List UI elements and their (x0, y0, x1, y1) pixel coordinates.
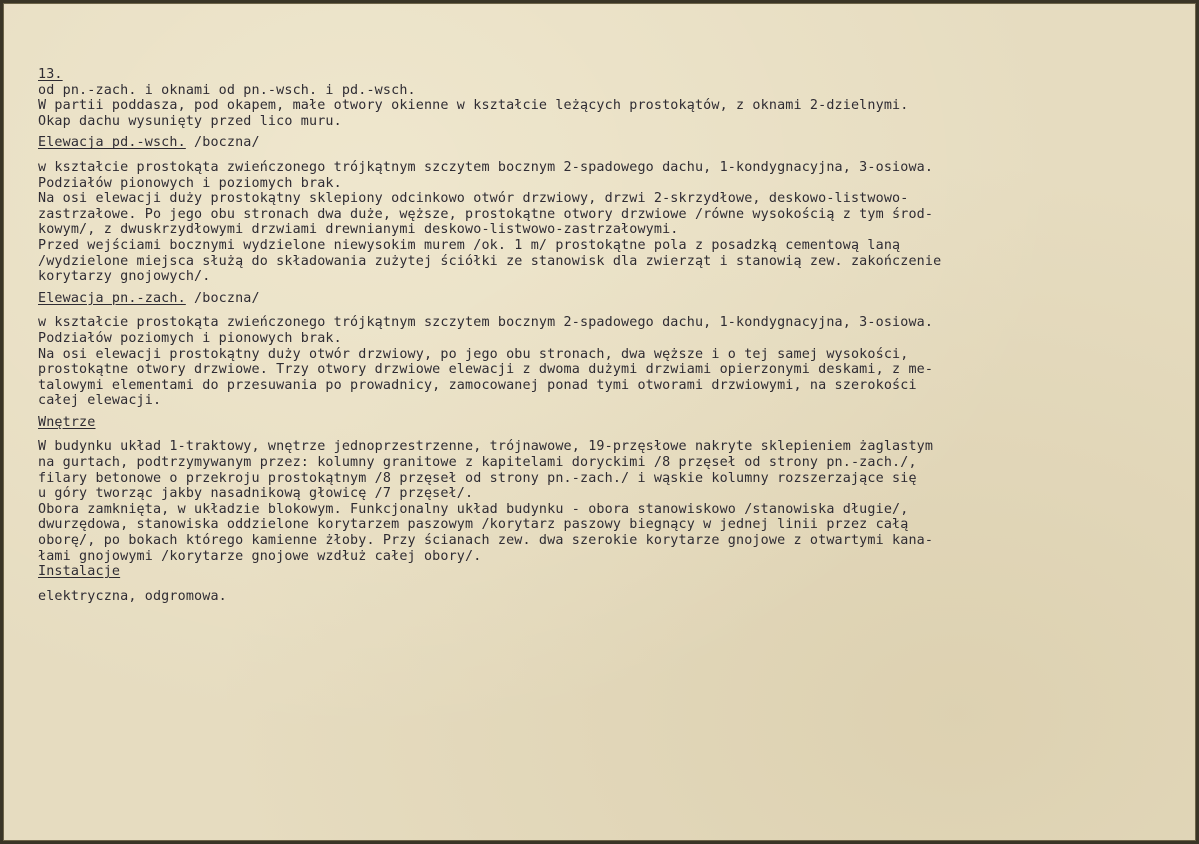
text-line: Obora zamknięta, w układzie blokowym. Funkcjonalny układ budynku - obora stanowiskowo /stanowiska długie/, (38, 501, 909, 517)
section-heading-interior: Wnętrze (38, 414, 96, 430)
text-line: Podziałów poziomych i pionowych brak. (38, 330, 342, 346)
text-line: Przed wejściami bocznymi wydzielone niewysokim murem /ok. 1 m/ prostokątne pola z posadzką cementową laną (38, 237, 901, 253)
page-number: 13. (38, 67, 63, 82)
section-heading-elevation-se: Elewacja pd.-wsch. /boczna/ (38, 135, 260, 151)
text-line: od pn.-zach. i oknami od pn.-wsch. i pd.-wsch. (38, 82, 416, 98)
text-line: kowym/, z dwuskrzydłowymi drzwiami drewnianymi deskowo-listwowo-zastrzałowymi. (38, 222, 679, 238)
text-line: korytarzy gnojowych/. (38, 269, 211, 285)
text-line: elektryczna, odgromowa. (38, 588, 227, 604)
text-line: w kształcie prostokąta zwieńczonego trójkątnym szczytem bocznym 2-spadowego dachu, 1-kondygnacyjna, 3-osiowa. (38, 315, 934, 331)
text-line: zastrzałowe. Po jego obu stronach dwa duże, węższe, prostokątne otwory drzwiowe /równe wysokością z tym środ- (38, 206, 934, 222)
text-line: w kształcie prostokąta zwieńczonego trójkątnym szczytem bocznym 2-spadowego dachu, 1-kondygnacyjna, 3-osiowa. (38, 159, 934, 175)
text-line: dwurzędowa, stanowiska oddzielone korytarzem paszowym /korytarz paszowy biegnący w jednej linii przez całą (38, 517, 909, 533)
text-line: W partii poddasza, pod okapem, małe otwory okienne w kształcie leżących prostokątów, z oknami 2-dzielnymi. (38, 98, 909, 114)
text-line: Okap dachu wysunięty przed lico muru. (38, 113, 342, 129)
text-line: Na osi elewacji duży prostokątny sklepiony odcinkowo otwór drzwiowy, drzwi 2-skrzydłowe, deskowo-listwowo- (38, 191, 909, 207)
section-heading-elevation-nw: Elewacja pn.-zach. /boczna/ (38, 290, 260, 306)
typewritten-text (38, 67, 1188, 604)
text-line: /wydzielone miejsca służą do składowania zużytej ściółki ze stanowisk dla zwierząt i stanowią zew. zakończenie (38, 253, 942, 269)
section-heading-installations: Instalacje (38, 564, 121, 580)
text-line: W budynku układ 1-traktowy, wnętrze jednoprzestrzenne, trójnawowe, 19-przęsłowe nakryte sklepieniem żaglastym (38, 439, 934, 455)
text-line: całej elewacji. (38, 393, 162, 409)
text-line: u góry tworząc jakby nasadnikową głowicę /7 przęseł/. (38, 486, 474, 502)
text-line: łami gnojowymi /korytarze gnojowe wzdłuż całej obory/. (38, 548, 482, 564)
text-line: prostokątne otwory drzwiowe. Trzy otwory drzwiowe elewacji z dwoma dużymi drzwiami opierzonymi deskami, z me- (38, 362, 934, 378)
text-line: na gurtach, podtrzymywanym przez: kolumny granitowe z kapitelami doryckimi /8 przęseł od strony pn.-zach./, (38, 455, 917, 471)
text-line: filary betonowe o przekroju prostokątnym /8 przęseł od strony pn.-zach./ i wąskie kolumny rozszerzające się (38, 470, 917, 486)
text-line: oborę/, po bokach którego kamienne żłoby. Przy ścianach zew. dwa szerokie korytarze gnojowe z otwartymi kana- (38, 533, 934, 549)
document-card (3, 3, 1196, 841)
text-line: talowymi elementami do przesuwania po prowadnicy, zamocowanej ponad tymi otworami drzwiowymi, na szerokości (38, 377, 917, 393)
text-line: Podziałów pionowych i poziomych brak. (38, 175, 342, 191)
text-line: Na osi elewacji prostokątny duży otwór drzwiowy, po jego obu stronach, dwa węższe i o tej samej wysokości, (38, 346, 909, 362)
